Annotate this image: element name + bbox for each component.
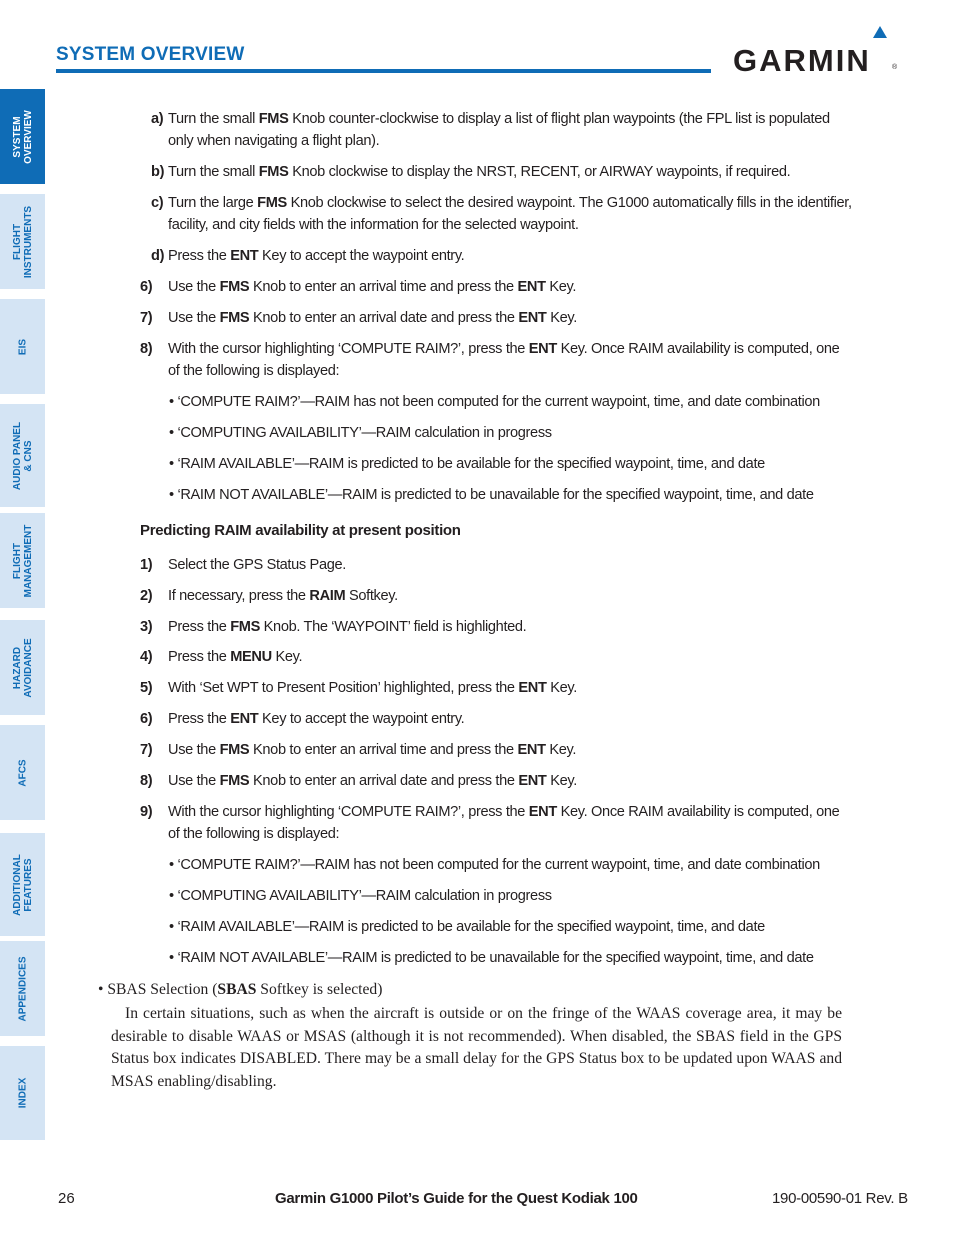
tab-system-overview[interactable] (0, 89, 45, 184)
text-run: Key. (271, 649, 303, 665)
key-name: FMS (258, 111, 289, 127)
text-run: With ‘Set WPT to Present Position’ highlighted, press the (168, 680, 519, 696)
substep-label: a) (151, 111, 164, 127)
text-run: Knob to enter an arrival date and press the (249, 310, 519, 326)
section-title: SYSTEM OVERVIEW (56, 44, 245, 65)
raim-status-bullet: • ‘RAIM NOT AVAILABLE’—RAIM is predicted to be unavailable for the specified waypoint, time, and date (169, 487, 814, 503)
step-text (168, 677, 577, 699)
tab-label: SYSTEM OVERVIEW (11, 109, 34, 164)
step-label: 8) (140, 341, 153, 357)
key-name: FMS (219, 742, 250, 758)
header-rule (56, 69, 711, 73)
text-run: Turn the small (168, 111, 259, 127)
document-title: Garmin G1000 Pilot’s Guide for the Quest Kodiak 100 (275, 1190, 638, 1207)
text-run: Turn the small (168, 164, 259, 180)
substep-text (168, 245, 464, 267)
key-name: ENT (518, 310, 547, 326)
text-run: Knob clockwise to select the desired waypoint. The G1000 automatically fills in the identifier, (286, 195, 852, 211)
text-run: Use the (168, 742, 220, 758)
step-label: 1) (140, 557, 153, 573)
text-run: Key. (546, 680, 577, 696)
key-name: FMS (257, 195, 287, 211)
garmin-logo (733, 26, 899, 78)
key-name: FMS (219, 279, 250, 295)
sbas-bullet-mark: • (98, 981, 108, 998)
key-name: ENT (518, 773, 547, 789)
key-name: ENT (517, 279, 546, 295)
step-text (168, 554, 346, 576)
text-run: Press the (168, 711, 231, 727)
step-label: 3) (140, 619, 153, 635)
step-text (168, 739, 576, 761)
tab-audio-panel-cns[interactable] (0, 404, 45, 507)
tab-label: FLIGHT INSTRUMENTS (11, 205, 34, 278)
key-name: FMS (258, 164, 289, 180)
text-run: Knob to enter an arrival date and press the (249, 773, 519, 789)
text-run: Knob to enter an arrival time and press the (249, 742, 518, 758)
substep-label: c) (151, 195, 164, 211)
step-text (168, 646, 302, 668)
sbas-softkey-name: SBAS (217, 981, 257, 998)
text-run: Key. (546, 310, 577, 326)
tab-index[interactable] (0, 1046, 45, 1140)
substep-label: b) (151, 164, 165, 180)
sbas-lead: SBAS Selection ( (107, 981, 218, 998)
step-label: 6) (140, 279, 153, 295)
tab-label: ADDITIONAL FEATURES (11, 853, 34, 916)
logo-text: GARMIN (733, 43, 871, 78)
text-run: Select the GPS Status Page. (168, 557, 346, 573)
tab-label: FLIGHT MANAGEMENT (11, 524, 34, 597)
logo-registered-mark: ® (892, 64, 898, 71)
text-run: Key to accept the waypoint entry. (258, 711, 465, 727)
key-name: ENT (518, 680, 547, 696)
key-name: ENT (528, 804, 557, 820)
text-run: Key to accept the waypoint entry. (258, 248, 465, 264)
text-run: Softkey. (345, 588, 398, 604)
text-run: only when navigating a flight plan). (168, 133, 380, 149)
tab-label: HAZARD AVOIDANCE (11, 637, 34, 698)
step-text (168, 360, 339, 382)
key-name: FMS (219, 310, 250, 326)
step-label: 7) (140, 310, 153, 326)
text-run: Knob. The ‘WAYPOINT’ field is highlighted. (259, 619, 527, 635)
raim-status-bullet: • ‘COMPUTING AVAILABILITY’—RAIM calculation in progress (169, 888, 552, 904)
text-run: If necessary, press the (168, 588, 310, 604)
page-number: 26 (58, 1190, 75, 1207)
step-label: 7) (140, 742, 153, 758)
substep-text (168, 192, 852, 214)
logo-triangle-icon (873, 26, 887, 38)
step-label: 6) (140, 711, 153, 727)
sbas-tail: Softkey is selected) (256, 981, 383, 998)
sbas-description-paragraph: In certain situations, such as when the aircraft is outside or on the fringe of the WAAS coverage area, it may be desirable to disable WAAS or MSAS (although it is not recommended). When disabled, the SBAS field in the GPS Status box indicates DISABLED. There may be a small delay for the GPS Status box to be updated upon WAAS and MSAS enabling/disabling. (111, 1005, 842, 1090)
substep-text (168, 130, 379, 152)
text-run: Key. Once RAIM availability is computed, one (556, 804, 840, 820)
raim-status-bullet: • ‘RAIM AVAILABLE’—RAIM is predicted to be available for the specified waypoint, time, and date (169, 456, 765, 472)
key-name: MENU (230, 649, 272, 665)
step-text (168, 708, 464, 730)
text-run: Knob clockwise to display the NRST, RECENT, or AIRWAY waypoints, if required. (288, 164, 791, 180)
text-run: Turn the large (168, 195, 258, 211)
text-run: Use the (168, 310, 220, 326)
raim-status-bullet: • ‘COMPUTE RAIM?’—RAIM has not been computed for the current waypoint, time, and date combination (169, 857, 820, 873)
step-text (168, 616, 526, 638)
step-text (168, 338, 839, 360)
procedure-heading: Predicting RAIM availability at present position (140, 522, 461, 539)
substep-text (168, 108, 830, 130)
sbas-selection-bullet (98, 979, 382, 1002)
text-run: of the following is displayed: (168, 826, 340, 842)
text-run: Key. (546, 773, 577, 789)
step-text (168, 801, 839, 823)
key-name: FMS (219, 773, 250, 789)
tab-additional-features[interactable] (0, 833, 45, 936)
tab-label: INDEX (17, 1077, 28, 1109)
text-run: Key. (545, 279, 577, 295)
text-run: Press the (168, 248, 231, 264)
substep-text (168, 214, 579, 236)
text-run: With the cursor highlighting ‘COMPUTE RAIM?’, press the (168, 341, 529, 357)
step-text (168, 823, 339, 845)
text-run: of the following is displayed: (168, 363, 340, 379)
step-label: 4) (140, 649, 153, 665)
step-text (168, 276, 576, 298)
key-name: ENT (528, 341, 557, 357)
tab-label: APPENDICES (17, 955, 28, 1022)
key-name: ENT (517, 742, 546, 758)
step-label: 2) (140, 588, 153, 604)
step-label: 5) (140, 680, 153, 696)
text-run: Press the (168, 619, 231, 635)
text-run: Knob counter-clockwise to display a list of flight plan waypoints (the FPL list is populated (288, 111, 830, 127)
raim-status-bullet: • ‘RAIM AVAILABLE’—RAIM is predicted to be available for the specified waypoint, time, and date (169, 919, 765, 935)
tab-eis[interactable] (0, 299, 45, 394)
document-number: 190-00590-01 Rev. B (772, 1190, 908, 1207)
text-run: With the cursor highlighting ‘COMPUTE RAIM?’, press the (168, 804, 529, 820)
substep-label: d) (151, 248, 165, 264)
tab-label: AFCS (17, 758, 28, 787)
text-run: Key. Once RAIM availability is computed, one (556, 341, 840, 357)
step-text (168, 770, 577, 792)
raim-status-bullet: • ‘RAIM NOT AVAILABLE’—RAIM is predicted to be unavailable for the specified waypoint, time, and date (169, 950, 814, 966)
text-run: facility, and city fields with the information for the selected waypoint. (168, 217, 579, 233)
step-label: 8) (140, 773, 153, 789)
tab-label: EIS (17, 338, 28, 355)
step-label: 9) (140, 804, 153, 820)
raim-status-bullet: • ‘COMPUTING AVAILABILITY’—RAIM calculation in progress (169, 425, 552, 441)
step-text (168, 585, 398, 607)
text-run: Press the (168, 649, 231, 665)
text-run: Use the (168, 773, 220, 789)
text-run: Knob to enter an arrival time and press the (249, 279, 518, 295)
tab-hazard-avoidance[interactable] (0, 620, 45, 715)
step-text (168, 307, 577, 329)
tab-appendices[interactable] (0, 941, 45, 1036)
tab-afcs[interactable] (0, 725, 45, 820)
key-name: RAIM (309, 588, 346, 604)
raim-status-bullet: • ‘COMPUTE RAIM?’—RAIM has not been computed for the current waypoint, time, and date combination (169, 394, 820, 410)
tab-flight-management[interactable] (0, 513, 45, 608)
key-name: ENT (230, 248, 259, 264)
text-run: Key. (545, 742, 577, 758)
tab-label: AUDIO PANEL & CNS (11, 421, 34, 490)
text-run: Use the (168, 279, 220, 295)
key-name: ENT (230, 711, 259, 727)
tab-flight-instruments[interactable] (0, 194, 45, 289)
substep-text (168, 161, 790, 183)
key-name: FMS (230, 619, 260, 635)
